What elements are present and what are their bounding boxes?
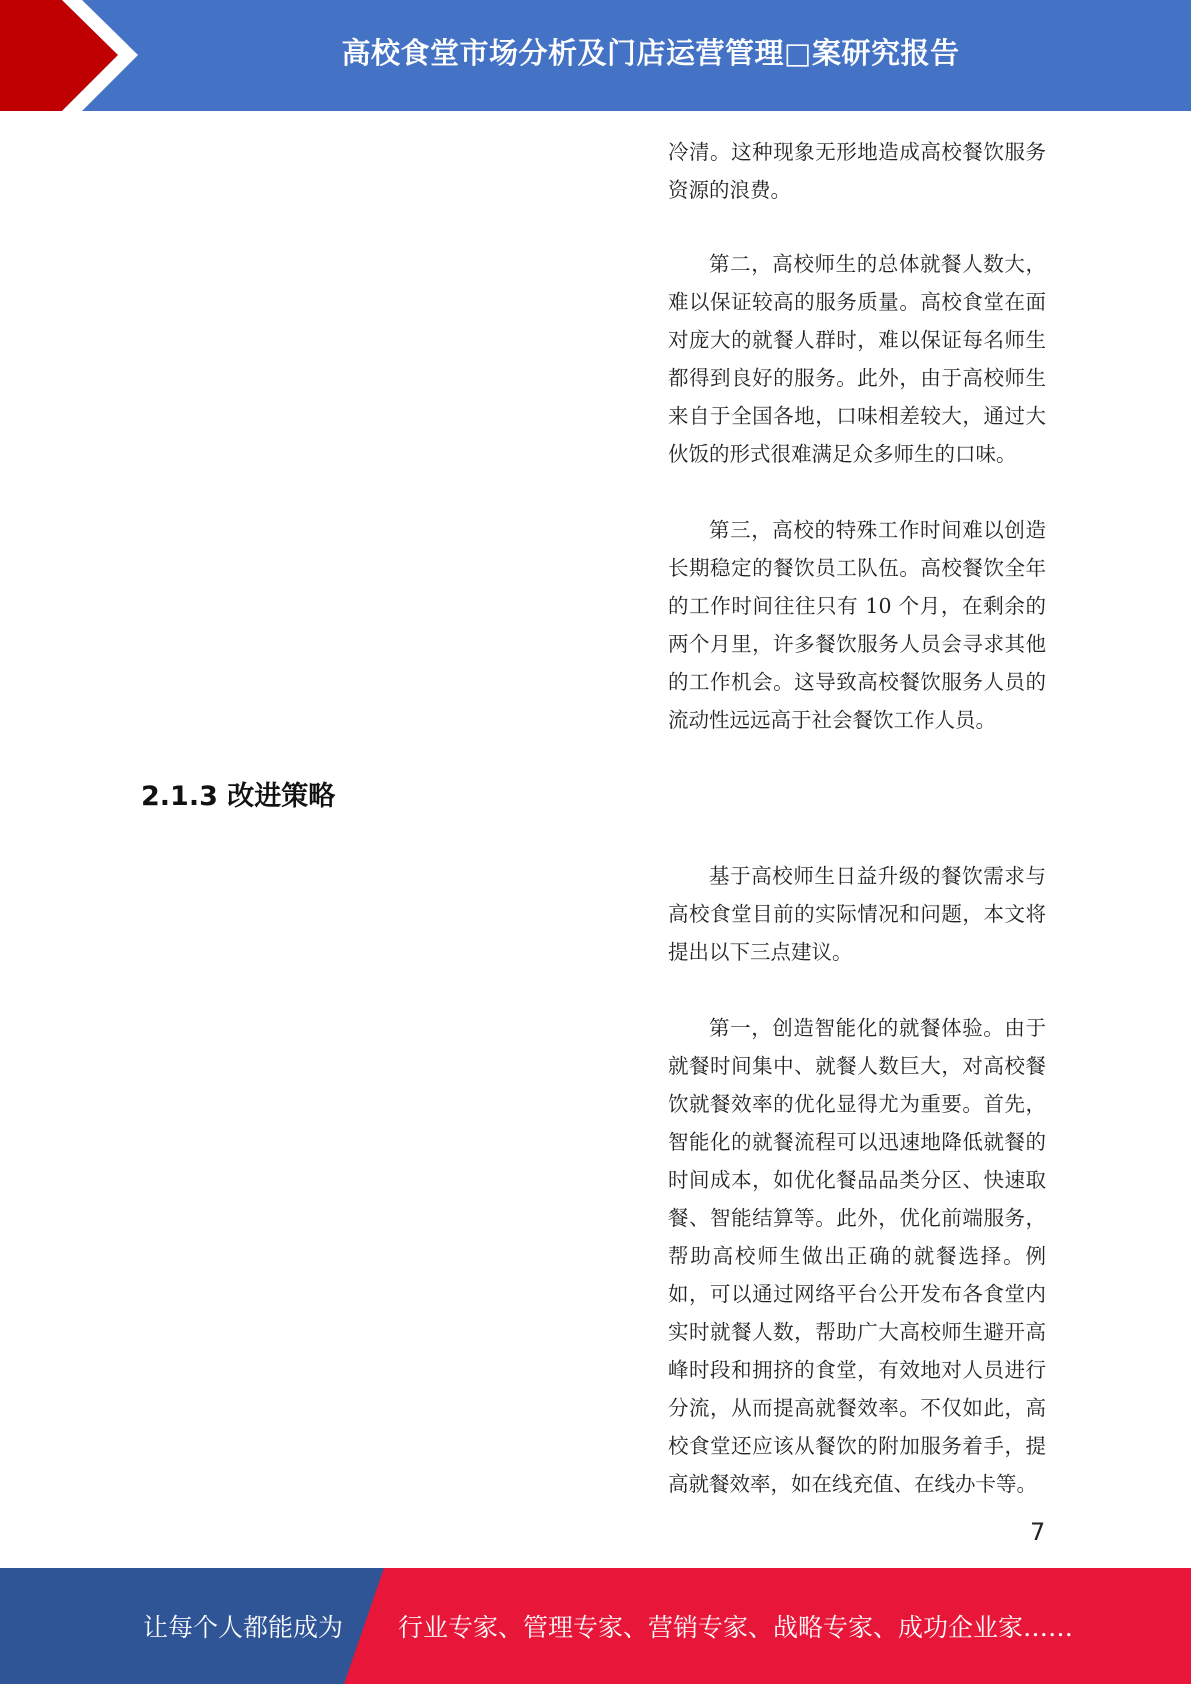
page-header	[0, 0, 1191, 111]
paragraph-first-suggestion: 第一，创造智能化的就餐体验。由于就餐时间集中、就餐人数巨大，对高校餐饮就餐效率的优化显得尤为重要。首先，智能化的就餐流程可以迅速地降低就餐的时间成本，如优化餐品品类分区、快速取餐、智能结算等。此外，优化前端服务，帮助高校师生做出正确的就餐选择。例如，可以通过网络平台公开发布各食堂内实时就餐人数，帮助广大高校师生避开高峰时段和拥挤的食堂，有效地对人员进行分流，从而提高就餐效率。不仅如此，高校食堂还应该从餐饮的附加服务着手，提高就餐效率，如在线充值、在线办卡等。	[668, 1016, 1046, 1496]
paragraph-strategy-intro: 基于高校师生日益升级的餐饮需求与高校食堂目前的实际情况和问题，本文将提出以下三点建议。	[668, 864, 1046, 964]
section-heading: 2.1.3 改进策略	[141, 781, 336, 812]
report-title: 高校食堂市场分析及门店运营管理□案研究报告	[341, 36, 960, 70]
header-chevron-decoration	[0, 0, 150, 111]
footer-slogan-right: 行业专家、管理专家、营销专家、战略专家、成功企业家……	[398, 1613, 1074, 1642]
paragraph-continuation: 冷清。这种现象无形地造成高校餐饮服务资源的浪费。	[668, 140, 1046, 202]
page-number: 7	[1030, 1518, 1046, 1546]
paragraph-third-point: 第三，高校的特殊工作时间难以创造长期稳定的餐饮员工队伍。高校餐饮全年的工作时间往往只有 10 个月，在剩余的两个月里，许多餐饮服务人员会寻求其他的工作机会。这导致高校餐饮服务人员的流动性远远高于社会餐饮工作人员。	[668, 518, 1046, 732]
footer-slogan-left: 让每个人都能成为	[143, 1613, 344, 1642]
page-footer	[0, 1568, 1191, 1684]
paragraph-second-point: 第二，高校师生的总体就餐人数大，难以保证较高的服务质量。高校食堂在面对庞大的就餐人群时，难以保证每名师生都得到良好的服务。此外，由于高校师生来自于全国各地，口味相差较大，通过大伙饭的形式很难满足众多师生的口味。	[668, 252, 1046, 466]
